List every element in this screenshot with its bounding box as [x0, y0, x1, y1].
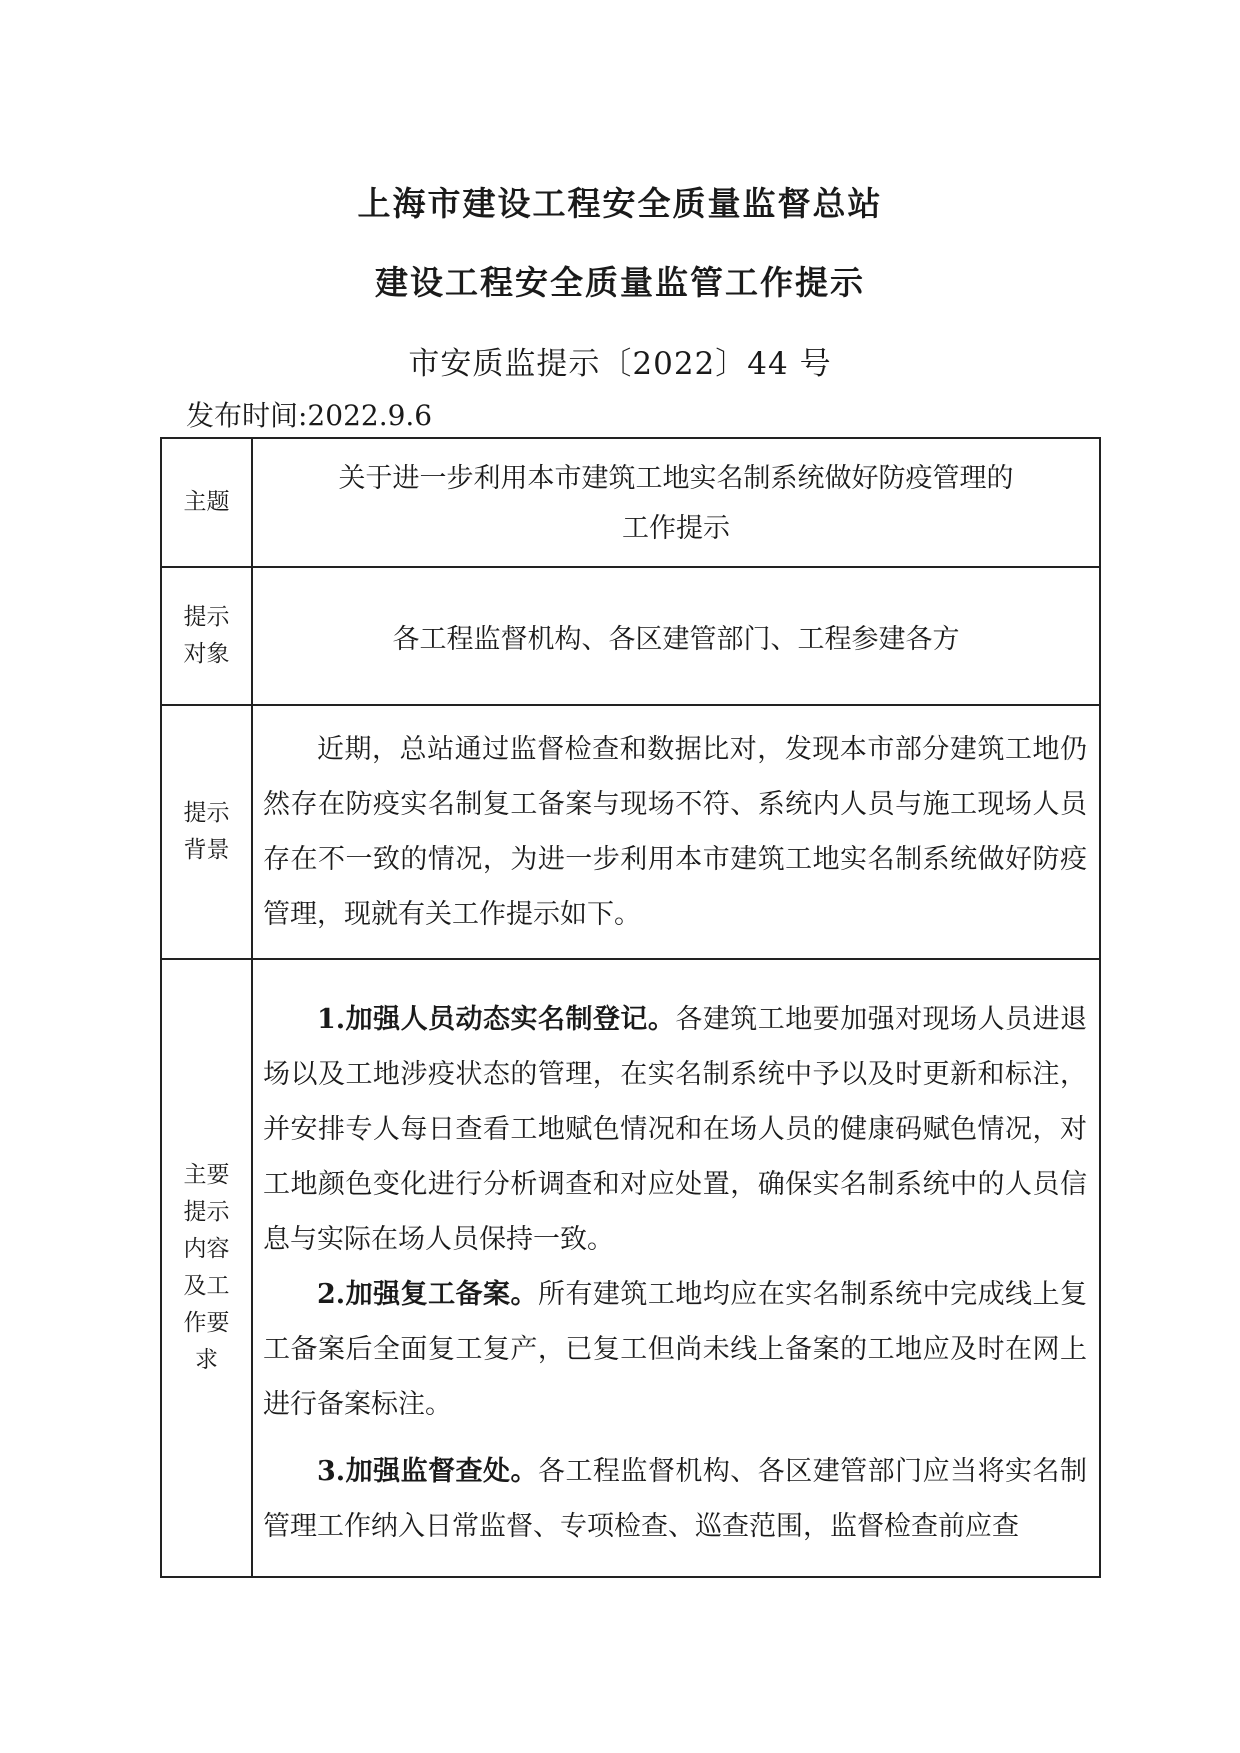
- background-label-cell: [161, 705, 252, 959]
- main-label: 主要提示内容及工作要求: [183, 1162, 230, 1373]
- table-row-target: [161, 567, 1100, 705]
- main-item-1-heading: 1.加强人员动态实名制登记。: [317, 1004, 676, 1035]
- background-label: 提示背景: [183, 800, 230, 863]
- target-label-cell: [161, 567, 252, 705]
- main-content: [253, 982, 1099, 1554]
- main-item-2-text: 所有建筑工地均应在实名制系统中完成线上复工备案后全面复工复产，已复工但尚未线上备案的工地应及时在网上进行备案标注。: [263, 1279, 1087, 1420]
- org-title: 上海市建设工程安全质量监督总站: [357, 184, 883, 223]
- target-content-cell: [252, 567, 1100, 705]
- publish-date: 发布时间:2022.9.6: [186, 399, 433, 432]
- document-title: 建设工程安全质量监管工作提示: [375, 263, 865, 302]
- document-number: 市安质监提示〔2022〕44 号: [408, 346, 832, 382]
- subject-label-cell: [161, 438, 252, 567]
- main-item-2-heading: 2.加强复工备案。: [317, 1279, 538, 1310]
- main-content-cell: [252, 959, 1100, 1577]
- subject-label: 主题: [183, 489, 230, 515]
- background-text: 近期，总站通过监督检查和数据比对，发现本市部分建筑工地仍然存在防疫实名制复工备案与现场不符、系统内人员与施工现场人员存在不一致的情况，为进一步利用本市建筑工地实名制系统做好防疫管理，现就有关工作提示如下。: [263, 734, 1087, 930]
- target-text: 各工程监督机构、各区建管部门、工程参建各方: [392, 623, 960, 655]
- main-item-2: [253, 1267, 1099, 1432]
- table-row-subject: [161, 438, 1100, 567]
- main-item-3-heading: 3.加强监督查处。: [317, 1456, 538, 1487]
- table-row-background: [161, 705, 1100, 959]
- main-item-1-text: 各建筑工地要加强对现场人员进退场以及工地涉疫状态的管理，在实名制系统中予以及时更新和标注，并安排专人每日查看工地赋色情况和在场人员的健康码赋色情况，对工地颜色变化进行分析调查和对应处置，确保实名制系统中的人员信息与实际在场人员保持一致。: [263, 1004, 1088, 1255]
- subject-text: [253, 446, 1099, 560]
- target-label: 提示对象: [183, 604, 230, 667]
- subject-line-1: 关于进一步利用本市建筑工地实名制系统做好防疫管理的: [338, 462, 1014, 494]
- subject-line-2: 工作提示: [622, 512, 730, 544]
- main-item-1: [253, 992, 1099, 1267]
- main-item-3: [253, 1444, 1099, 1554]
- main-item-3-text: 各工程监督机构、各区建管部门应当将实名制管理工作纳入日常监督、专项检查、巡查范围，监督检查前应查: [263, 1456, 1087, 1542]
- subject-content-cell: [252, 438, 1100, 567]
- background-content-cell: [252, 705, 1100, 959]
- main-label-cell: [161, 959, 252, 1577]
- notice-table: [160, 437, 1101, 1578]
- table-row-main: [161, 959, 1100, 1577]
